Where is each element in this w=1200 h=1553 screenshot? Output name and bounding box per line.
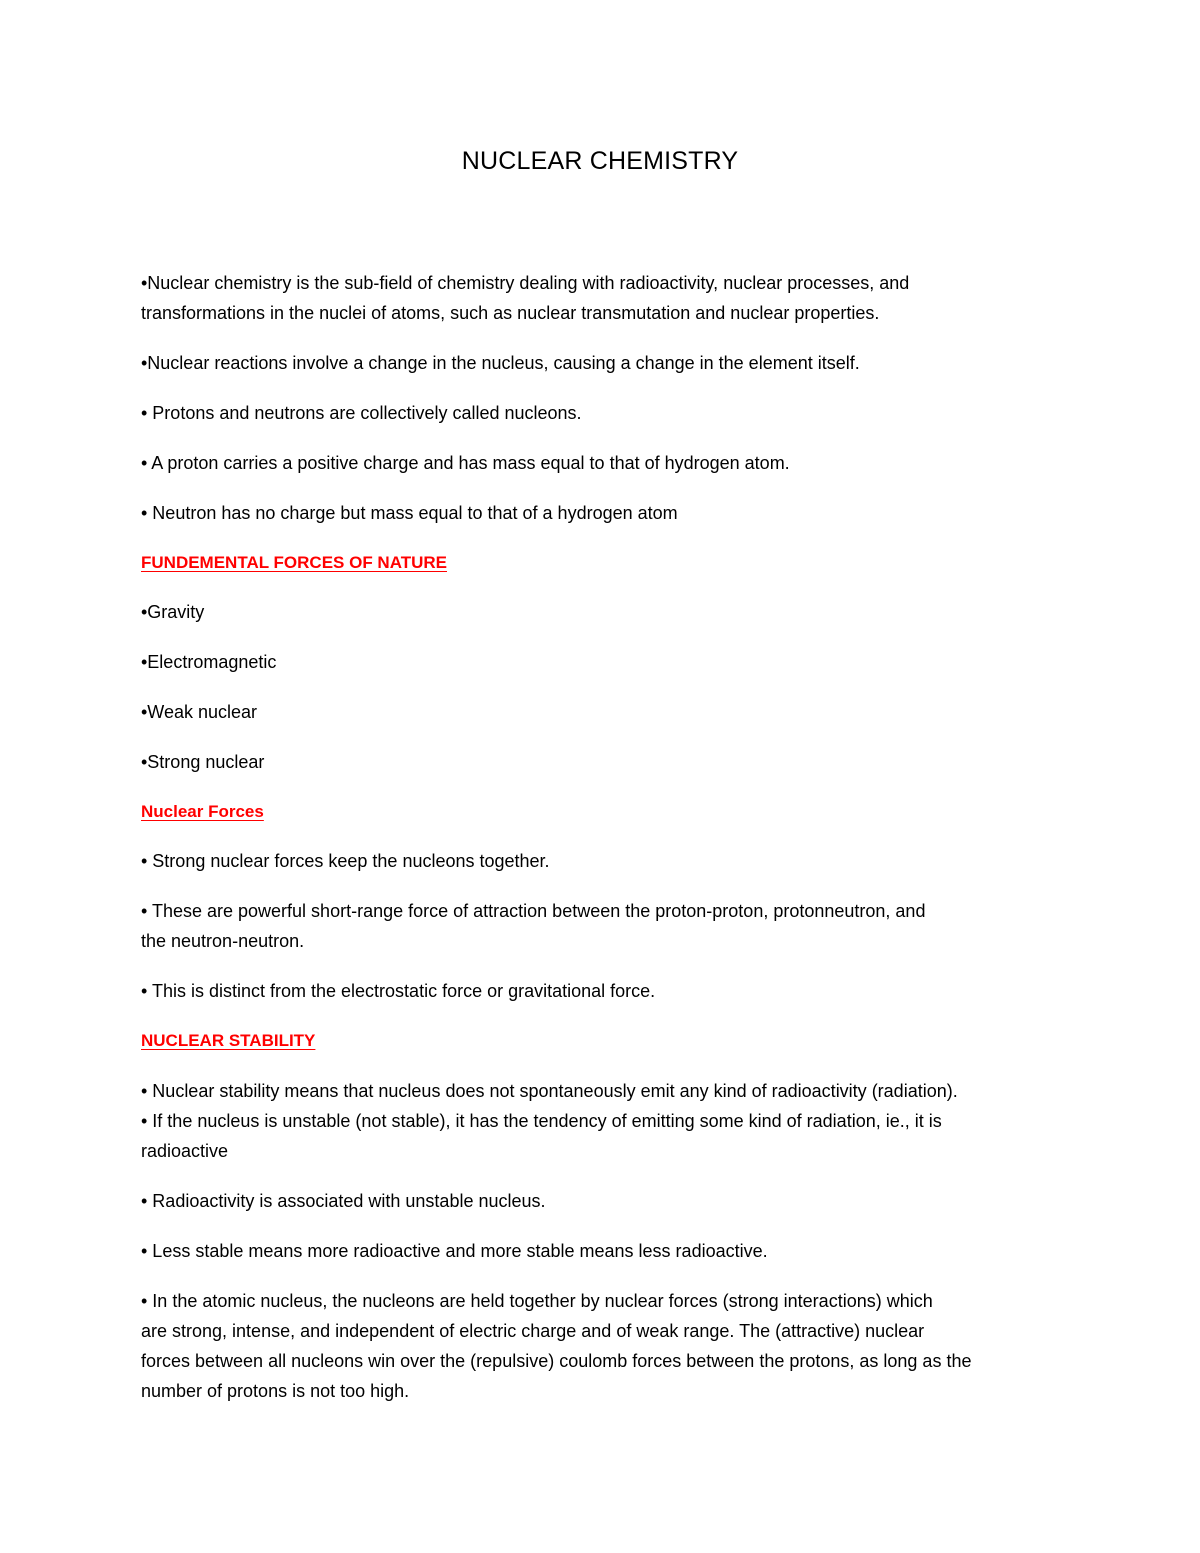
nuclear-stability-line: • If the nucleus is unstable (not stable), it has the tendency of emitting some kind of radiation, ie., it is <box>141 1111 942 1131</box>
intro-line: • Neutron has no charge but mass equal to that of a hydrogen atom <box>141 503 678 523</box>
intro-line: •Nuclear reactions involve a change in the nucleus, causing a change in the element itself. <box>141 353 860 373</box>
nuclear-stability-line: • Nuclear stability means that nucleus does not spontaneously emit any kind of radioactivity (radiation). <box>141 1081 958 1101</box>
force-list-item: •Weak nuclear <box>141 702 258 722</box>
nuclear-stability-line: radioactive <box>141 1141 229 1161</box>
nuclear-stability-line: forces between all nucleons win over the (repulsive) coulomb forces between the protons, as long as the <box>141 1351 972 1371</box>
nuclear-stability-line: number of protons is not too high. <box>141 1381 410 1401</box>
intro-line: transformations in the nuclei of atoms, such as nuclear transmutation and nuclear properties. <box>141 303 880 323</box>
nuclear-stability-line: • Less stable means more radioactive and more stable means less radioactive. <box>141 1241 768 1261</box>
nuclear-stability-line: are strong, intense, and independent of electric charge and of weak range. The (attractive) nuclear <box>141 1321 925 1341</box>
nuclear-stability-line: • In the atomic nucleus, the nucleons are held together by nuclear forces (strong interactions) which <box>141 1291 933 1311</box>
section-heading-nuclear-forces: Nuclear Forces <box>141 802 264 821</box>
intro-line: •Nuclear chemistry is the sub-field of chemistry dealing with radioactivity, nuclear processes, and <box>141 273 910 293</box>
force-list-item: •Strong nuclear <box>141 752 265 772</box>
intro-line: • Protons and neutrons are collectively called nucleons. <box>141 403 582 423</box>
intro-line: • A proton carries a positive charge and has mass equal to that of hydrogen atom. <box>141 453 790 473</box>
nuclear-forces-line: • Strong nuclear forces keep the nucleons together. <box>141 851 550 871</box>
document-title: NUCLEAR CHEMISTRY <box>461 147 739 175</box>
section-heading-fundamental-forces: FUNDEMENTAL FORCES OF NATURE <box>141 553 447 572</box>
nuclear-stability-line: • Radioactivity is associated with unstable nucleus. <box>141 1191 546 1211</box>
force-list-item: •Gravity <box>141 602 205 622</box>
force-list-item: •Electromagnetic <box>141 652 277 672</box>
section-heading-nuclear-stability: NUCLEAR STABILITY <box>141 1031 316 1050</box>
nuclear-forces-line: the neutron-neutron. <box>141 931 305 951</box>
nuclear-forces-line: • These are powerful short-range force of attraction between the proton-proton, protonneutron, and <box>141 901 926 921</box>
nuclear-forces-line: • This is distinct from the electrostatic force or gravitational force. <box>141 981 656 1001</box>
